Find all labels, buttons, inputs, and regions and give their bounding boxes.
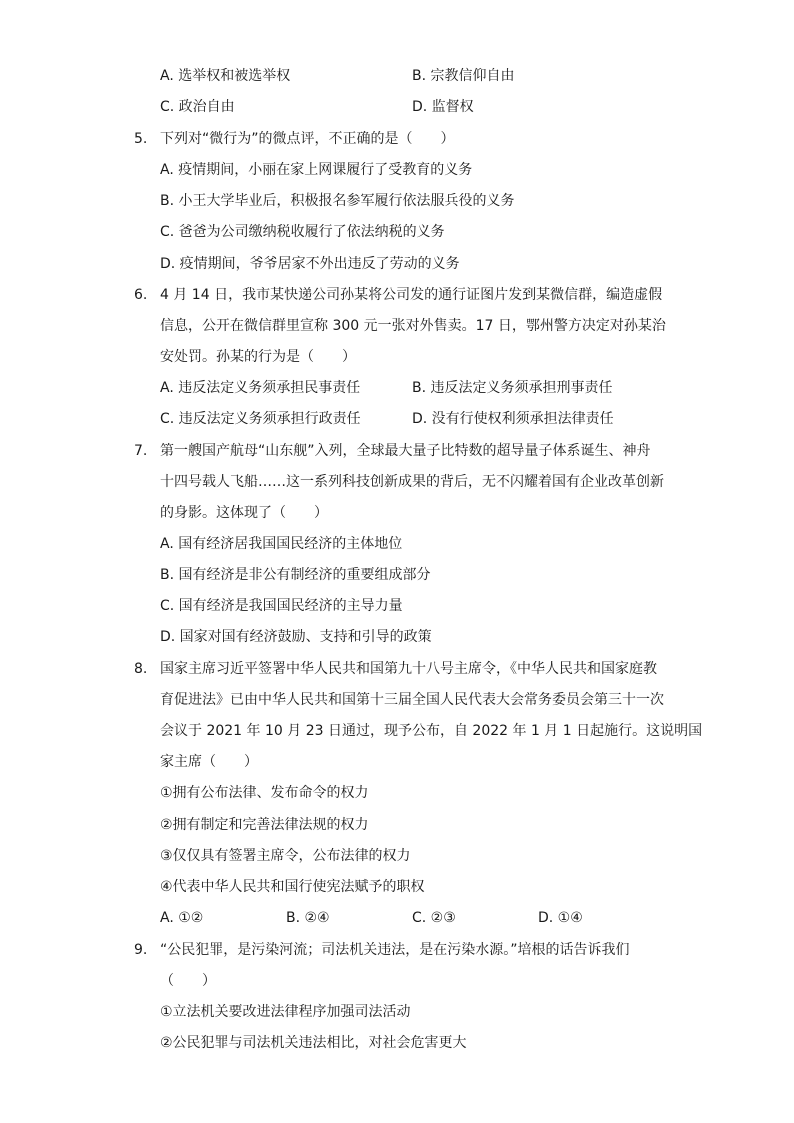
statement-item: ④代表中华人民共和国行使宪法赋予的职权 [160,879,425,895]
question-stem-line: 安处罚。孙某的行为是（ ） [160,349,356,365]
question-stem-line: 会议于 2021 年 10 月 23 日通过，现予公布，自 2022 年 1 月 1 日起施行。这说明国 [160,723,703,739]
question-stem-line: 家主席（ ） [160,754,258,770]
question-stem-line: “公民犯罪，是污染河流；司法机关违法，是在污染水源。”培根的话告诉我们 [160,942,630,958]
q5-option-b[interactable]: B. 小王大学毕业后，积极报名参军履行依法服兵役的义务 [160,193,515,209]
q6-option-b[interactable]: B. 违反法定义务须承担刑事责任 [412,380,613,396]
q6-option-c[interactable]: C. 违反法定义务须承担行政责任 [160,411,361,427]
q6-option-a[interactable]: A. 违反法定义务须承担民事责任 [160,380,361,396]
statement-item: ②公民犯罪与司法机关违法相比，对社会危害更大 [160,1035,467,1051]
q7-option-a[interactable]: A. 国有经济居我国国民经济的主体地位 [160,536,403,552]
statement-item: ①立法机关要改进法律程序加强司法活动 [160,1004,411,1020]
question-number: 9. [134,942,148,958]
question-stem: 下列对“微行为”的微点评，不正确的是（ ） [160,131,455,147]
question-stem-line: 信息，公开在微信群里宣称 300 元一张对外售卖。17 日，鄂州警方决定对孙某治 [160,318,666,334]
question-number: 6. [134,287,148,303]
question-number: 7. [134,443,148,459]
q4-option-b[interactable]: B. 宗教信仰自由 [412,68,515,84]
q7-option-c[interactable]: C. 国有经济是我国国民经济的主导力量 [160,598,403,614]
question-number: 5. [134,131,148,147]
question-stem-line: 4 月 14 日，我市某快递公司孙某将公司发的通行证图片发到某微信群，编造虚假 [160,287,663,303]
q4-option-a[interactable]: A. 选举权和被选举权 [160,68,291,84]
q5-option-d[interactable]: D. 疫情期间，爷爷居家不外出违反了劳动的义务 [160,256,460,272]
question-stem-line: （ ） [160,973,216,989]
question-number: 8. [134,661,148,677]
question-stem-line: 十四号载人飞船……这一系列科技创新成果的背后，无不闪耀着国有企业改革创新 [160,474,664,490]
q7-option-d[interactable]: D. 国家对国有经济鼓励、支持和引导的政策 [160,629,432,645]
question-stem-line: 国家主席习近平签署中华人民共和国第九十八号主席令，《中华人民共和国家庭教 [160,661,657,677]
q8-option-a[interactable]: A. ①② [160,910,204,926]
statement-item: ①拥有公布法律、发布命令的权力 [160,785,369,801]
q5-option-c[interactable]: C. 爸爸为公司缴纳税收履行了依法纳税的义务 [160,224,445,240]
q5-option-a[interactable]: A. 疫情期间，小丽在家上网课履行了受教育的义务 [160,162,473,178]
q8-option-c[interactable]: C. ②③ [412,910,456,926]
statement-item: ②拥有制定和完善法律法规的权力 [160,817,369,833]
q7-option-b[interactable]: B. 国有经济是非公有制经济的重要组成部分 [160,567,431,583]
q8-option-b[interactable]: B. ②④ [286,910,330,926]
q8-option-d[interactable]: D. ①④ [538,910,583,926]
q6-option-d[interactable]: D. 没有行使权利须承担法律责任 [412,411,614,427]
question-stem-line: 第一艘国产航母“山东舰”入列，全球最大量子比特数的超导量子体系诞生、神舟 [160,443,651,459]
question-stem-line: 的身影。这体现了（ ） [160,505,328,521]
q4-option-c[interactable]: C. 政治自由 [160,99,235,115]
question-stem-line: 育促进法》已由中华人民共和国第十三届全国人民代表大会常务委员会第三十一次 [160,692,664,708]
q4-option-d[interactable]: D. 监督权 [412,99,474,115]
statement-item: ③仅仅具有签署主席令，公布法律的权力 [160,848,411,864]
